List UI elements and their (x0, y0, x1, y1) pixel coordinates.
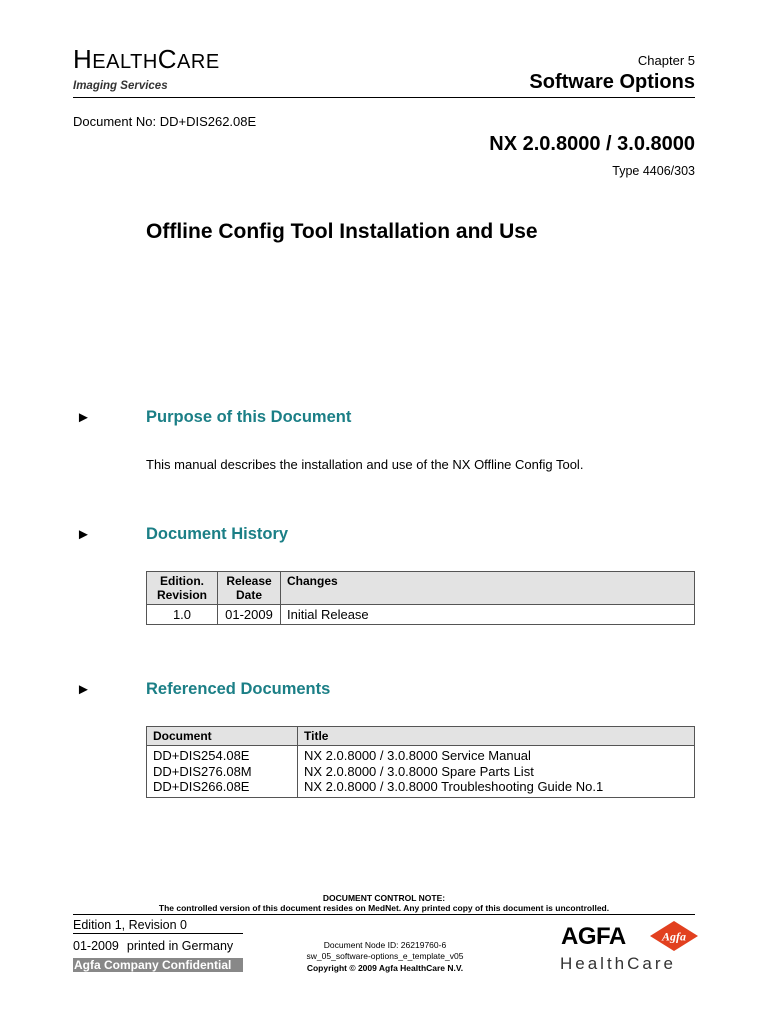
table-cell: 01-2009 (218, 605, 281, 625)
document-node-id: Document Node ID: 26219760-6 (323, 940, 447, 950)
history-table (146, 571, 695, 625)
column-header: Edition. Revision (147, 572, 218, 605)
reference-document-number: DD+DIS266.08E (153, 779, 250, 794)
healthcare-logo-text: HealthCare (560, 954, 676, 973)
product-version: NX 2.0.8000 / 3.0.8000 (489, 133, 695, 155)
reference-document-title: NX 2.0.8000 / 3.0.8000 Service Manual (304, 748, 531, 763)
table-cell (147, 746, 298, 798)
brand-letters: ARE (177, 51, 220, 73)
control-note-title: DOCUMENT CONTROL NOTE: (322, 893, 446, 903)
brand-name (73, 46, 220, 73)
agfa-logo-word: AGFA (561, 923, 626, 950)
column-header: Release Date (218, 572, 281, 605)
agfa-logo-script: Agfa (662, 929, 686, 944)
print-location: printed in Germany (126, 939, 234, 953)
footer-rule (73, 914, 695, 915)
document-title: Offline Config Tool Installation and Use (146, 220, 538, 243)
section-heading-history: Document History (146, 525, 289, 543)
reference-document-title: NX 2.0.8000 / 3.0.8000 Troubleshooting Guide No.1 (304, 779, 604, 794)
section-title: Software Options (529, 71, 695, 93)
table-cell: 1.0 (147, 605, 218, 625)
document-number: Document No: DD+DIS262.08E (73, 114, 257, 129)
print-info (73, 939, 241, 953)
section-heading-references: Referenced Documents (146, 680, 331, 698)
references-table (146, 726, 695, 798)
reference-document-number: DD+DIS254.08E (153, 748, 250, 763)
arrow-right-icon: ► (76, 681, 91, 698)
arrow-right-icon: ► (76, 409, 91, 426)
template-name: sw_05_software-options_e_template_v05 (306, 951, 464, 961)
purpose-text: This manual describes the installation and use of the NX Offline Config Tool. (146, 457, 584, 472)
agfa-logo-icon (650, 921, 698, 956)
column-header: Title (298, 727, 695, 746)
product-type: Type 4406/303 (612, 164, 695, 178)
brand-letter: C (157, 44, 178, 74)
print-date: 01-2009 (73, 939, 119, 953)
reference-document-title: NX 2.0.8000 / 3.0.8000 Spare Parts List (304, 763, 534, 779)
section-heading-purpose: Purpose of this Document (146, 408, 352, 426)
reference-document-number: DD+DIS276.08M (153, 763, 252, 779)
chapter-label: Chapter 5 (637, 53, 695, 68)
control-note-text: The controlled version of this document resides on MedNet. Any printed copy of this document is uncontrolled. (158, 903, 610, 913)
column-header: Changes (281, 572, 695, 605)
column-header: Document (147, 727, 298, 746)
footer-rule-short (73, 933, 243, 934)
table-row (147, 605, 695, 625)
copyright-text: Copyright © 2009 Agfa HealthCare N.V. (306, 963, 464, 973)
brand-letters: EALTH (92, 51, 158, 73)
confidential-label: Agfa Company Confidential (73, 958, 243, 972)
brand-subtitle: Imaging Services (73, 80, 168, 92)
table-cell: Initial Release (281, 605, 695, 625)
table-cell (298, 746, 695, 798)
edition-label: Edition 1, Revision 0 (73, 918, 187, 932)
brand-letter: H (73, 44, 93, 74)
table-row (147, 746, 695, 798)
arrow-right-icon: ► (76, 526, 91, 543)
header-rule (73, 97, 695, 98)
